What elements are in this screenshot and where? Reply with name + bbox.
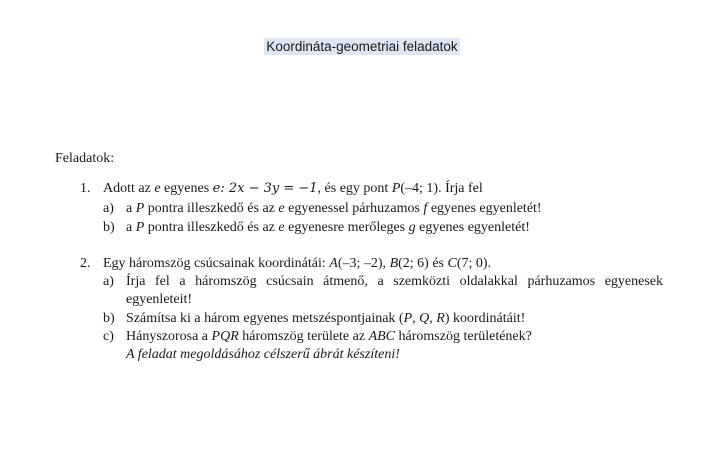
text: háromszög területe az bbox=[238, 329, 369, 344]
line-f-symbol: f bbox=[423, 201, 428, 216]
vertex-b-coords: (2; 6) és bbox=[398, 256, 448, 271]
task-1-text: Adott az bbox=[103, 181, 155, 196]
text: háromszög területének? bbox=[395, 329, 532, 344]
point-q-symbol: Q bbox=[419, 311, 430, 326]
line-e-symbol: e bbox=[278, 201, 285, 216]
task-2a-line2: egyenleteit! bbox=[126, 292, 193, 307]
task-2c-label: c) bbox=[103, 329, 114, 344]
text: egyenesre merőleges bbox=[284, 220, 409, 235]
task-1-text: egyenes bbox=[160, 181, 213, 196]
vertex-b-symbol: B bbox=[389, 256, 399, 271]
text: pontra illeszkedő és az bbox=[144, 220, 279, 235]
point-p-symbol: P bbox=[403, 311, 413, 326]
point-p-symbol: P bbox=[391, 181, 401, 196]
vertex-a-coords: (–3; –2), bbox=[337, 256, 390, 271]
task-1-text: . Írja fel bbox=[438, 181, 483, 196]
task-2a-line1: Írja fel a háromszög csúcsain átmenő, a szemközti oldalakkal párhuzamos egyenesek bbox=[126, 274, 663, 289]
task-1-number: 1. bbox=[80, 181, 91, 196]
task-1a-label: a) bbox=[103, 201, 114, 216]
vertex-a-symbol: A bbox=[329, 256, 338, 271]
task-2-statement bbox=[103, 256, 491, 272]
triangle-abc-symbol: ABC bbox=[368, 329, 396, 344]
vertex-c-symbol: C bbox=[447, 256, 457, 271]
text: Számítsa ki a három egyenes metszéspontjainak ( bbox=[126, 311, 404, 326]
task-1b-text bbox=[126, 220, 530, 236]
text: Egy háromszög csúcsainak koordinátái: bbox=[103, 256, 330, 271]
point-p-symbol: P bbox=[135, 201, 145, 216]
task-1-text: , és egy pont bbox=[317, 181, 392, 196]
section-heading: Feladatok: bbox=[55, 151, 115, 166]
task-1b-label: b) bbox=[103, 220, 115, 235]
text: pontra illeszkedő és az bbox=[144, 201, 279, 216]
text: , bbox=[412, 311, 420, 326]
text: egyenes egyenletét! bbox=[415, 220, 530, 235]
title-container bbox=[0, 38, 724, 56]
text: Hányszorosa a bbox=[126, 329, 212, 344]
text: egyenes egyenletét! bbox=[427, 201, 542, 216]
text: egyenessel párhuzamos bbox=[284, 201, 424, 216]
vertex-c-coords: (7; 0). bbox=[456, 256, 492, 271]
line-e-equation: e: 2x − 3y = −1 bbox=[212, 181, 318, 196]
line-e-symbol: e bbox=[278, 220, 285, 235]
text: ) koordinátáit! bbox=[444, 311, 526, 326]
task-2b-text bbox=[126, 311, 525, 327]
task-2c-hint: A feladat megoldásához célszerű ábrát készíteni! bbox=[126, 347, 400, 362]
task-1-statement bbox=[103, 181, 483, 197]
text: a bbox=[126, 220, 136, 235]
task-2a-label: a) bbox=[103, 274, 114, 289]
task-2-number: 2. bbox=[80, 256, 91, 271]
point-p-symbol: P bbox=[135, 220, 145, 235]
point-p-coords: (–4; 1) bbox=[400, 181, 439, 196]
task-2c-text bbox=[126, 329, 532, 345]
task-1a-text bbox=[126, 201, 542, 217]
text: , bbox=[429, 311, 437, 326]
document-title: Koordináta-geometriai feladatok bbox=[266, 39, 458, 54]
point-r-symbol: R bbox=[436, 311, 445, 326]
text: a bbox=[126, 201, 136, 216]
triangle-pqr-symbol: PQR bbox=[211, 329, 239, 344]
line-g-symbol: g bbox=[408, 220, 416, 235]
task-2b-label: b) bbox=[103, 311, 115, 326]
line-e-symbol: e bbox=[154, 181, 161, 196]
